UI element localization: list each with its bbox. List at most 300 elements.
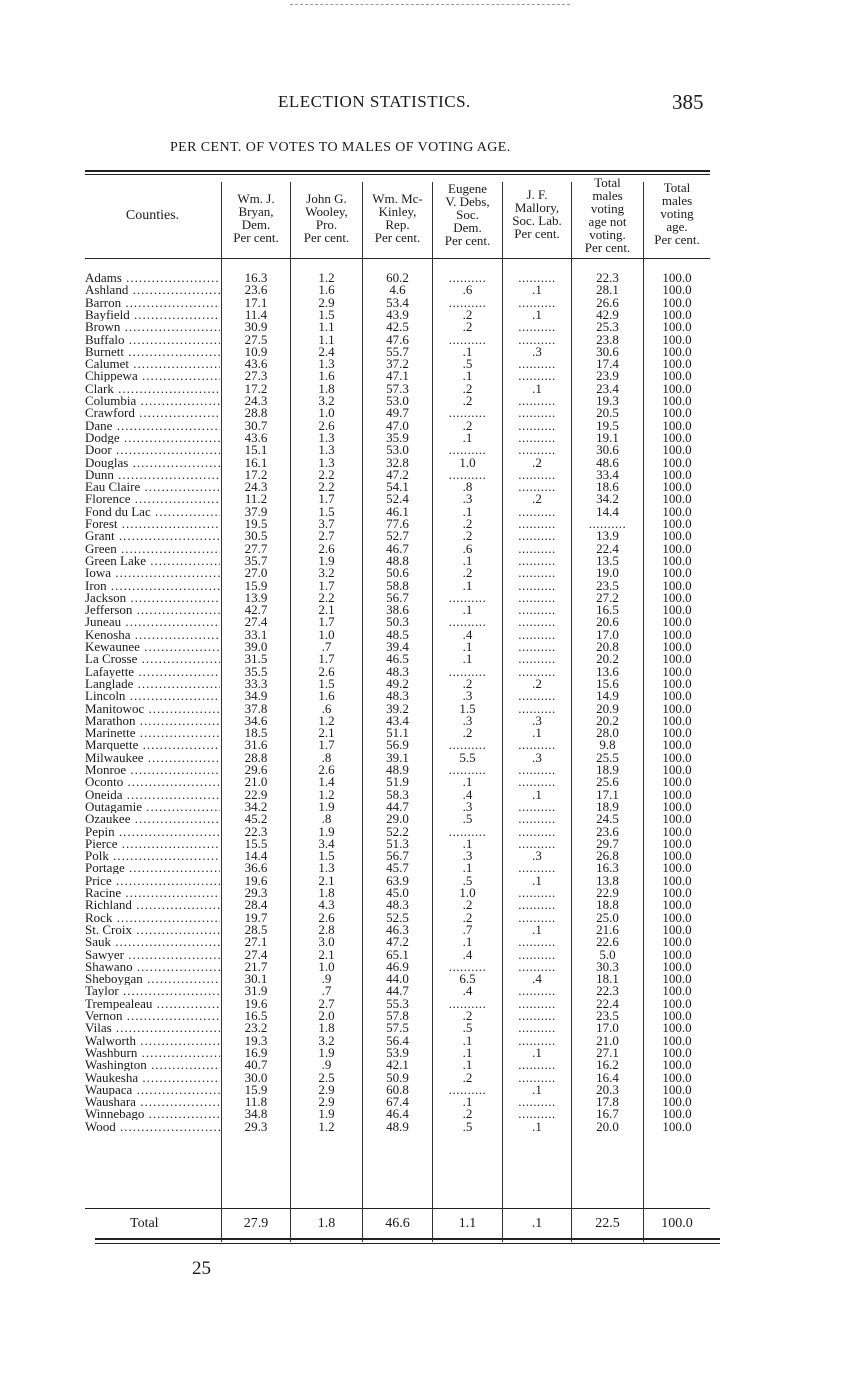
cell-debs: .3 [462, 798, 473, 814]
cell-total: 100.0 [662, 589, 692, 605]
table-row [0, 712, 859, 728]
cell-not-voting: 27.2 [596, 589, 619, 605]
table-row [0, 899, 859, 911]
cell-debs: .3 [462, 688, 473, 704]
county-name: Langlade ..... [85, 678, 220, 690]
cell-wooley: 2.2 [318, 479, 335, 495]
county-name: Dodge ..... [85, 432, 220, 444]
county-name: Oconto ..... [85, 776, 220, 788]
cell-mckinley: 57.8 [386, 1008, 409, 1023]
total-debs: 1.1 [458, 1216, 477, 1231]
cell-not-voting: 18.8 [596, 897, 619, 913]
county-name: Milwaukee ..... [85, 752, 220, 764]
county-name: Lafayette ..... [85, 666, 220, 678]
county-name: Waushara ..... [85, 1096, 220, 1108]
cell-mallory: .......... [518, 528, 556, 544]
cell-mallory: .2 [532, 454, 542, 470]
cell-total: 100.0 [662, 995, 692, 1011]
table-row [0, 306, 859, 322]
cell-mallory: .......... [518, 479, 556, 495]
cell-bryan: 33.1 [244, 626, 268, 642]
county-name: Trempealeau ..... [85, 998, 220, 1010]
table-row [0, 444, 859, 456]
cell-total: 100.0 [662, 1044, 692, 1060]
cell-total: 100.0 [662, 737, 692, 753]
cell-total: 100.0 [662, 429, 692, 445]
cell-mckinley: 29.0 [386, 811, 409, 827]
cell-debs: .......... [448, 589, 487, 605]
county-name: Price ..... [85, 875, 220, 887]
table-row [0, 518, 859, 530]
cell-debs: .1 [462, 1094, 473, 1110]
cell-mckinley: 48.9 [386, 762, 409, 777]
table-row [0, 540, 859, 556]
cell-not-voting: 48.6 [596, 454, 619, 470]
cell-bryan: 29.3 [244, 1118, 268, 1134]
table-row [0, 429, 859, 445]
cell-bryan: 15.1 [244, 442, 268, 458]
cell-not-voting: 22.4 [596, 995, 619, 1011]
table-row [0, 786, 859, 802]
cell-not-voting: 24.5 [596, 811, 619, 827]
cell-not-voting: 42.9 [596, 306, 619, 322]
table-row [0, 284, 859, 296]
cell-debs: .4 [462, 946, 473, 962]
county-name: Burnett ..... [85, 346, 220, 358]
cell-bryan: 21.7 [244, 958, 268, 974]
cell-not-voting: 14.4 [596, 503, 619, 519]
cell-wooley: 2.1 [318, 602, 335, 618]
cell-mallory: .......... [518, 1008, 556, 1023]
table-row [0, 921, 859, 937]
cell-mallory: .......... [518, 798, 556, 814]
cell-bryan: 19.5 [244, 516, 268, 531]
cell-bryan: 34.8 [244, 1106, 268, 1122]
cell-total: 100.0 [662, 393, 692, 408]
cell-debs: .5 [462, 811, 473, 827]
cell-total: 100.0 [662, 319, 692, 335]
cell-mallory: .......... [518, 552, 556, 568]
cell-wooley: 1.6 [318, 688, 335, 704]
cell-total: 100.0 [662, 971, 692, 987]
cell-total: 100.0 [662, 405, 692, 421]
cell-mallory: .1 [532, 1081, 542, 1097]
cell-debs: .1 [462, 934, 473, 950]
table-row [0, 604, 859, 616]
cell-debs: .6 [462, 540, 473, 556]
cell-mckinley: 50.3 [386, 614, 409, 630]
cell-mckinley: 48.3 [386, 897, 409, 913]
cell-bryan: 22.9 [244, 786, 268, 802]
footer-signature: 25 [192, 1258, 211, 1279]
cell-wooley: 1.1 [318, 331, 335, 347]
cell-not-voting: 18.9 [596, 762, 619, 777]
cell-mallory: .......... [518, 934, 556, 950]
cell-mckinley: 58.3 [386, 786, 409, 802]
cell-wooley: .9 [321, 1057, 332, 1073]
county-name: Douglas ..... [85, 457, 220, 469]
cell-not-voting: 15.6 [596, 675, 619, 691]
table-row [0, 663, 859, 679]
cell-mallory: .......... [518, 835, 556, 851]
cell-total: 100.0 [662, 1008, 692, 1023]
cell-wooley: 1.5 [318, 675, 335, 691]
county-name: Kewaunee ..... [85, 641, 220, 653]
county-name: Lincoln ..... [85, 690, 220, 702]
county-name: Bayfield ..... [85, 309, 220, 321]
cell-bryan: 10.9 [244, 343, 268, 359]
table-row [0, 294, 859, 310]
cell-not-voting: 25.3 [596, 319, 619, 335]
cell-wooley: 1.0 [318, 626, 335, 642]
cell-debs: .8 [462, 479, 473, 495]
cell-not-voting: 23.8 [596, 331, 619, 347]
cell-mallory: .......... [518, 356, 556, 372]
cell-wooley: 2.6 [318, 417, 335, 433]
cell-not-voting: 17.4 [596, 356, 619, 372]
table-row [0, 813, 859, 825]
table-bottom-rule [95, 1238, 720, 1240]
cell-mckinley: 48.3 [386, 688, 409, 704]
cell-bryan: 17.2 [244, 380, 268, 396]
table-row [0, 1059, 859, 1071]
cell-bryan: 11.2 [244, 491, 268, 507]
cell-bryan: 34.6 [244, 712, 268, 728]
cell-mallory: .......... [518, 860, 556, 876]
cell-bryan: 28.8 [244, 405, 268, 421]
cell-bryan: 27.5 [244, 331, 268, 347]
cell-mckinley: 46.4 [386, 1106, 409, 1122]
cell-bryan: 11.4 [244, 306, 268, 322]
cell-mckinley: 48.8 [386, 552, 409, 568]
cell-wooley: 1.8 [318, 1020, 335, 1036]
cell-wooley: 3.4 [318, 835, 335, 851]
cell-bryan: 16.1 [244, 454, 268, 470]
cell-not-voting: 17.8 [596, 1094, 619, 1110]
cell-mallory: .1 [532, 872, 542, 888]
cell-bryan: 35.5 [244, 663, 268, 679]
county-name: Waupaca ..... [85, 1084, 220, 1096]
table-row [0, 343, 859, 359]
cell-total: 100.0 [662, 552, 692, 568]
cell-not-voting: 20.3 [596, 1081, 619, 1097]
cell-debs: .......... [448, 331, 487, 347]
table-row [0, 985, 859, 997]
cell-bryan: 27.1 [244, 934, 268, 950]
cell-not-voting: 18.6 [596, 479, 619, 495]
county-name: Brown ..... [85, 321, 220, 333]
county-name: Marathon ..... [85, 715, 220, 727]
cell-mckinley: 39.4 [386, 639, 409, 654]
cell-debs: .1 [462, 1044, 473, 1060]
cell-wooley: 3.2 [318, 1032, 335, 1048]
county-name: Jefferson ..... [85, 604, 220, 616]
cell-mckinley: 45.7 [386, 860, 409, 876]
county-name: Dunn ..... [85, 469, 220, 481]
cell-not-voting: 27.1 [596, 1044, 619, 1060]
cell-debs: .3 [462, 848, 473, 864]
cell-wooley: 1.7 [318, 577, 335, 593]
total-total-males: 100.0 [661, 1216, 693, 1231]
cell-mckinley: 44.0 [386, 971, 409, 987]
cell-not-voting: .......... [588, 516, 627, 531]
cell-not-voting: 25.5 [596, 749, 619, 765]
cell-total: 100.0 [662, 417, 692, 433]
cell-total: 100.0 [662, 479, 692, 495]
table-row [0, 995, 859, 1011]
cell-mallory: .......... [518, 639, 556, 654]
table-row [0, 466, 859, 482]
cell-mallory: .......... [518, 294, 556, 310]
cell-mallory: .......... [518, 1057, 556, 1073]
header-mckinley: Wm. Mc- Kinley, Rep. Per cent. [372, 191, 423, 245]
cell-bryan: 19.6 [244, 995, 268, 1011]
cell-not-voting: 20.2 [596, 651, 619, 667]
cell-wooley: .9 [321, 971, 332, 987]
cell-not-voting: 25.0 [596, 909, 619, 925]
cell-wooley: 2.1 [318, 872, 335, 888]
table-row [0, 739, 859, 751]
table-row [0, 370, 859, 382]
county-name: Calumet ..... [85, 358, 220, 370]
cell-total: 100.0 [662, 331, 692, 347]
total-label: Total [130, 1216, 159, 1231]
cell-not-voting: 21.6 [596, 921, 619, 937]
cell-debs: .......... [448, 737, 487, 753]
cell-mckinley: 51.3 [386, 835, 409, 851]
cell-total: 100.0 [662, 688, 692, 704]
cell-debs: .2 [462, 675, 473, 691]
cell-total: 100.0 [662, 442, 692, 458]
cell-mallory: .......... [518, 995, 556, 1011]
cell-bryan: 37.9 [244, 503, 268, 519]
cell-total: 100.0 [662, 528, 692, 544]
cell-wooley: 1.8 [318, 885, 335, 900]
cell-wooley: 2.9 [318, 1094, 335, 1110]
cell-mckinley: 42.1 [386, 1057, 409, 1073]
cell-not-voting: 23.6 [596, 823, 619, 839]
table-row [0, 530, 859, 542]
cell-bryan: 22.3 [244, 823, 268, 839]
county-name: Walworth ..... [85, 1035, 220, 1047]
county-name: Green Lake ..... [85, 555, 220, 567]
cell-mckinley: 58.8 [386, 577, 409, 593]
cell-wooley: 1.1 [318, 319, 335, 335]
cell-debs: .2 [462, 909, 473, 925]
cell-bryan: 43.6 [244, 356, 268, 372]
cell-mckinley: 50.6 [386, 565, 409, 581]
county-name: Columbia ..... [85, 395, 220, 407]
county-name: Polk ..... [85, 850, 220, 862]
cell-bryan: 11.8 [244, 1094, 268, 1110]
cell-bryan: 27.4 [244, 614, 268, 630]
cell-mallory: .......... [518, 897, 556, 913]
county-name: Marinette ..... [85, 727, 220, 739]
cell-not-voting: 19.3 [596, 393, 619, 408]
cell-debs: .1 [462, 1057, 473, 1073]
header-mallory: J. F. Mallory, Soc. Lab. Per cent. [512, 187, 562, 241]
cell-debs: .2 [462, 725, 473, 741]
cell-debs: .1 [462, 577, 473, 593]
table-row [0, 552, 859, 568]
cell-mallory: .......... [518, 700, 556, 716]
cell-mallory: .......... [518, 319, 556, 335]
cell-not-voting: 22.6 [596, 934, 619, 950]
table-row [0, 380, 859, 396]
table-row [0, 641, 859, 653]
cell-not-voting: 13.9 [596, 528, 619, 544]
county-name: Outagamie ..... [85, 801, 220, 813]
county-name: Waukesha ..... [85, 1072, 220, 1084]
cell-mckinley: 51.9 [386, 774, 409, 790]
cell-debs: .1 [462, 835, 473, 851]
cell-debs: .3 [462, 491, 473, 507]
cell-not-voting: 34.2 [596, 491, 619, 507]
cell-mckinley: 57.3 [386, 380, 409, 396]
cell-wooley: 1.3 [318, 429, 335, 445]
cell-total: 100.0 [662, 516, 692, 531]
cell-debs: .1 [462, 602, 473, 618]
cell-bryan: 30.5 [244, 528, 268, 544]
cell-bryan: 15.9 [244, 1081, 268, 1097]
table-row [0, 700, 859, 716]
table-row [0, 331, 859, 347]
cell-wooley: 1.0 [318, 958, 335, 974]
cell-bryan: 27.0 [244, 565, 268, 581]
cell-total: 100.0 [662, 1106, 692, 1122]
cell-mallory: .......... [518, 626, 556, 642]
cell-total: 100.0 [662, 872, 692, 888]
cell-wooley: 1.3 [318, 356, 335, 372]
cell-wooley: 1.9 [318, 798, 335, 814]
table-row [0, 653, 859, 665]
county-name: Green ..... [85, 543, 220, 555]
county-name: Fond du Lac ..... [85, 506, 220, 518]
cell-total: 100.0 [662, 503, 692, 519]
cell-mckinley: 53.9 [386, 1044, 409, 1060]
cell-mallory: .1 [532, 1118, 542, 1134]
cell-mallory: .......... [518, 774, 556, 790]
header-bryan: Wm. J. Bryan, Dem. Per cent. [233, 191, 279, 245]
county-name: Barron ..... [85, 297, 220, 309]
cell-debs: .1 [462, 552, 473, 568]
county-name: St. Croix ..... [85, 924, 220, 936]
cell-not-voting: 30.6 [596, 442, 619, 458]
table-row [0, 1096, 859, 1108]
cell-mallory: .2 [532, 491, 542, 507]
cell-wooley: 1.0 [318, 405, 335, 421]
cell-mallory: .1 [532, 786, 542, 802]
cell-mckinley: 47.0 [386, 417, 409, 433]
cell-mallory: .......... [518, 503, 556, 519]
cell-debs: .......... [448, 294, 487, 310]
cell-total: 100.0 [662, 675, 692, 691]
cell-wooley: 1.2 [318, 786, 335, 802]
cell-wooley: 3.2 [318, 393, 335, 408]
cell-debs: .7 [462, 921, 473, 937]
cell-mckinley: 4.6 [389, 282, 406, 298]
cell-debs: .2 [462, 417, 473, 433]
county-name: Florence ..... [85, 493, 220, 505]
cell-mallory: .......... [518, 393, 556, 408]
cell-total: 100.0 [662, 798, 692, 814]
total-not-voting: 22.5 [595, 1216, 620, 1231]
cell-mckinley: 52.7 [386, 528, 409, 544]
cell-total: 100.0 [662, 577, 692, 593]
cell-mckinley: 47.6 [386, 331, 409, 347]
cell-mallory: .......... [518, 368, 556, 384]
cell-total: 100.0 [662, 1069, 692, 1085]
cell-mckinley: 55.7 [386, 343, 409, 359]
cell-mallory: .3 [532, 343, 542, 359]
table-row [0, 1010, 859, 1022]
county-name: La Crosse ..... [85, 653, 220, 665]
cell-wooley: 1.9 [318, 552, 335, 568]
cell-bryan: 17.1 [244, 294, 268, 310]
cell-bryan: 13.9 [244, 589, 268, 605]
cell-total: 100.0 [662, 1094, 692, 1110]
cell-debs: .1 [462, 639, 473, 654]
cell-mallory: .1 [532, 282, 542, 298]
county-name: Clark ..... [85, 383, 220, 395]
cell-mallory: .......... [518, 589, 556, 605]
table-row [0, 626, 859, 642]
county-name: Vilas ..... [85, 1022, 220, 1034]
county-name: Wood ..... [85, 1121, 220, 1133]
cell-mckinley: 48.9 [386, 1118, 409, 1134]
cell-mckinley: 67.4 [386, 1094, 409, 1110]
cell-total: 100.0 [662, 811, 692, 827]
cell-not-voting: 18.1 [596, 971, 619, 987]
cell-mallory: .......... [518, 614, 556, 630]
county-name: Adams ..... [85, 272, 220, 284]
cell-bryan: 16.3 [244, 270, 268, 285]
county-name: Shawano ..... [85, 961, 220, 973]
cell-bryan: 31.6 [244, 737, 268, 753]
cell-bryan: 16.9 [244, 1044, 268, 1060]
county-name: Iowa ..... [85, 567, 220, 579]
cell-bryan: 19.3 [244, 1032, 268, 1048]
cell-wooley: 1.2 [318, 712, 335, 728]
cell-mallory: .4 [532, 971, 542, 987]
cell-not-voting: 13.5 [596, 552, 619, 568]
cell-mallory: .......... [518, 405, 556, 421]
cell-bryan: 31.9 [244, 983, 268, 999]
cell-wooley: 2.0 [318, 1008, 335, 1023]
cell-debs: .......... [448, 1081, 487, 1097]
cell-mallory: .......... [518, 983, 556, 999]
cell-mckinley: 52.4 [386, 491, 409, 507]
cell-debs: .1 [462, 651, 473, 667]
cell-bryan: 19.6 [244, 872, 268, 888]
cell-mckinley: 46.7 [386, 540, 409, 556]
county-name: Forest ..... [85, 518, 220, 530]
cell-debs: 1.0 [459, 885, 476, 900]
table-row [0, 936, 859, 948]
cell-mallory: .......... [518, 429, 556, 445]
table-row [0, 272, 859, 284]
cell-mallory: .......... [518, 602, 556, 618]
county-name: Sauk ..... [85, 936, 220, 948]
cell-mallory: .......... [518, 1020, 556, 1036]
cell-mallory: .3 [532, 848, 542, 864]
county-name: Door ..... [85, 444, 220, 456]
cell-mckinley: 46.3 [386, 921, 409, 937]
cell-wooley: 2.1 [318, 725, 335, 741]
cell-total: 100.0 [662, 934, 692, 950]
table-row [0, 1022, 859, 1034]
county-name: Buffalo ..... [85, 334, 220, 346]
